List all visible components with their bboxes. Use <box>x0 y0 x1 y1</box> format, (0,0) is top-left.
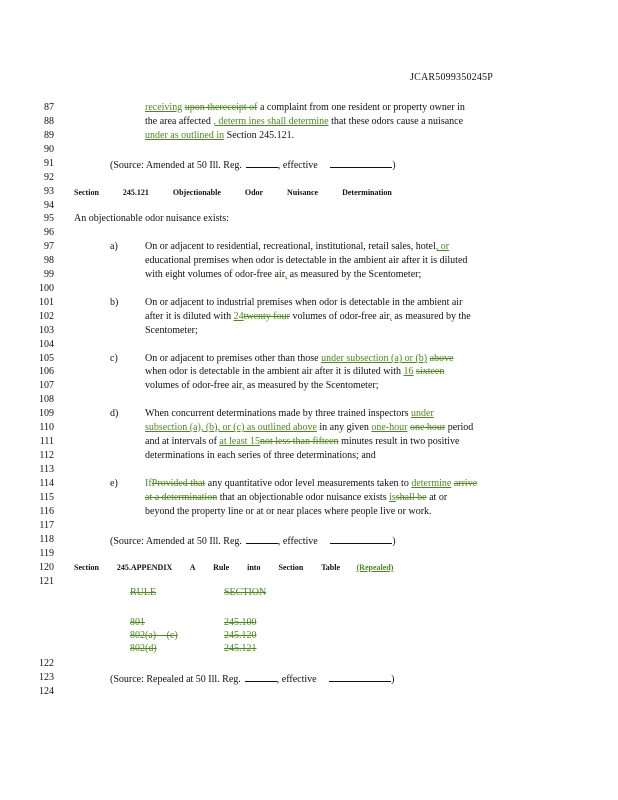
text-line <box>145 366 444 378</box>
deleted-text: above <box>429 353 454 364</box>
source-close: ) <box>392 536 396 547</box>
deleted-text: upon thereceipt of <box>184 102 258 113</box>
deleted-text: arrive <box>453 478 478 489</box>
deleted-text: at a determination <box>145 492 218 503</box>
line-number: 102 <box>39 311 54 322</box>
deleted-text: Provided that <box>151 478 206 489</box>
body-text: with eight volumes of odor-free air <box>145 269 285 280</box>
line-number: 112 <box>39 450 54 461</box>
line-number: 121 <box>39 576 54 587</box>
source-note <box>110 158 396 172</box>
line-number: 117 <box>39 520 54 531</box>
line-number: 90 <box>44 144 54 155</box>
body-text: On or adjacent to residential, recreational, institutional, retail sales, hotel <box>145 241 436 252</box>
inserted-text: , or <box>435 241 450 252</box>
inserted-text: one-hour <box>371 422 408 433</box>
line-number: 97 <box>44 241 54 252</box>
body-text: when odor is detectable in the ambient air after it is diluted with <box>145 366 402 377</box>
text-line: beyond the property line or at or near places where people live or work. <box>145 506 432 517</box>
body-text: in any given <box>319 422 369 433</box>
source-effective: , effective <box>277 536 318 547</box>
text-line: On or adjacent to industrial premises when odor is detectable in the ambient air <box>145 297 463 308</box>
source-text: (Source: Amended at 50 Ill. Reg. <box>110 536 242 547</box>
inserted-text: 16 <box>403 366 414 377</box>
line-number: 110 <box>39 422 54 433</box>
line-number: 120 <box>39 562 54 573</box>
line-number: 94 <box>44 200 54 211</box>
body-text: When concurrent determinations made by three trained inspectors <box>145 408 409 419</box>
section-heading: Section 245.121 Objectionable Odor Nuisance Determination <box>74 188 392 197</box>
text-line: educational premises when odor is detectable in the ambient air after it is diluted <box>145 255 468 266</box>
line-number: 103 <box>39 325 54 336</box>
column-header-rule: RULE <box>130 587 157 598</box>
item-label: d) <box>110 408 119 419</box>
source-effective: , effective <box>276 674 317 685</box>
line-number: 101 <box>39 297 54 308</box>
table-cell-rule: 801 <box>130 617 145 628</box>
line-number: 108 <box>39 394 54 405</box>
item-label: c) <box>110 353 118 364</box>
line-number: 95 <box>44 213 54 224</box>
source-effective: , effective <box>277 160 318 171</box>
appendix-title: Section 245.APPENDIX A Rule into Section Table <box>74 563 341 572</box>
line-number: 111 <box>39 436 54 447</box>
text-line <box>145 269 421 281</box>
line-number: 113 <box>39 464 54 475</box>
source-note <box>110 534 396 548</box>
body-text: volumes of odor-free air <box>145 380 242 391</box>
source-note <box>110 672 394 686</box>
body-text: On or adjacent to premises other than those <box>145 353 319 364</box>
inserted-text: , <box>389 311 392 322</box>
line-number: 88 <box>44 116 54 127</box>
text-line <box>145 436 459 448</box>
body-text: after it is diluted with <box>145 311 232 322</box>
source-close: ) <box>392 160 396 171</box>
column-header-section: SECTION <box>224 587 267 598</box>
source-close: ) <box>391 674 395 685</box>
text-line <box>145 241 449 253</box>
deleted-text: sixteen <box>416 366 445 377</box>
inserted-text: If <box>145 478 152 489</box>
text-line: Scentometer; <box>145 325 198 336</box>
table-cell-rule: 802(a) (c) <box>130 630 178 641</box>
deleted-text: not less than fifteen <box>259 436 339 447</box>
text-line <box>145 478 477 490</box>
body-text: as measured by the Scentometer; <box>289 269 422 280</box>
text-line <box>145 380 379 392</box>
inserted-text: is <box>389 492 396 503</box>
body-text: as measured by the Scentometer; <box>246 380 379 391</box>
line-number: 98 <box>44 255 54 266</box>
body-text: period <box>447 422 474 433</box>
line-number: 118 <box>39 534 54 545</box>
section-statement: An objectionable odor nuisance exists: <box>74 213 229 224</box>
inserted-text: under <box>411 408 434 419</box>
body-text: volumes of odor-free air <box>292 311 390 322</box>
line-number: 91 <box>44 158 54 169</box>
body-text: as measured by the <box>394 311 471 322</box>
inserted-text: , <box>284 269 288 280</box>
deleted-text: one hour <box>409 422 446 433</box>
body-text: the area affected <box>145 116 211 127</box>
body-text: minutes result in two positive <box>341 436 460 447</box>
text-line <box>145 116 463 128</box>
text-line: determinations in each series of three determinations; and <box>145 450 376 461</box>
source-text: (Source: Repealed at 50 Ill. Reg. <box>110 674 241 685</box>
text-line <box>145 492 447 504</box>
text-line <box>145 311 471 323</box>
line-number: 105 <box>39 353 54 364</box>
body-text: that these odors cause a nuisance <box>331 116 464 127</box>
table-cell-section: 245.100 <box>224 617 257 628</box>
line-number: 99 <box>44 269 54 280</box>
body-text: Section 245.121. <box>226 130 295 141</box>
line-number: 96 <box>44 227 54 238</box>
inserted-text: , determ ines shall determine <box>213 116 329 127</box>
inserted-text: , <box>241 380 245 391</box>
repealed-label: (Repealed) <box>356 563 394 572</box>
inserted-text: under subsection (a) or (b) <box>321 353 428 364</box>
inserted-text: determine <box>411 478 452 489</box>
body-text: that an objectionable odor nuisance exists <box>219 492 387 503</box>
inserted-text: subsection (a), (b), or (c) as outlined above <box>145 422 317 433</box>
line-number: 104 <box>39 339 54 350</box>
line-number: 109 <box>39 408 54 419</box>
line-number: 116 <box>39 506 54 517</box>
line-number: 87 <box>44 102 54 113</box>
table-cell-section: 245.121 <box>224 643 257 654</box>
line-number: 119 <box>39 548 54 559</box>
body-text: any quantitative odor level measurements taken to <box>207 478 409 489</box>
line-number: 122 <box>39 658 54 669</box>
deleted-text: shall be <box>395 492 427 503</box>
text-line <box>145 130 294 142</box>
line-number: 124 <box>39 686 54 697</box>
inserted-text: at least 15 <box>219 436 260 447</box>
item-label: b) <box>110 297 119 308</box>
line-number: 115 <box>39 492 54 503</box>
inserted-text: under as outlined in <box>145 130 225 141</box>
line-number: 123 <box>39 672 54 683</box>
text-line <box>145 422 473 434</box>
line-number: 114 <box>39 478 54 489</box>
source-text: (Source: Amended at 50 Ill. Reg. <box>110 160 242 171</box>
body-text: at or <box>429 492 448 503</box>
line-number: 107 <box>39 380 54 391</box>
document-id: JCAR5099350245P <box>410 72 494 83</box>
text-line <box>145 353 454 365</box>
line-number: 89 <box>44 130 54 141</box>
appendix-heading <box>74 562 421 574</box>
deleted-text: twenty four <box>243 311 290 322</box>
item-label: a) <box>110 241 118 252</box>
body-text: and at intervals of <box>145 436 217 447</box>
body-text: a complaint from one resident or property owner in <box>259 102 465 113</box>
inserted-text: receiving <box>145 102 183 113</box>
table-cell-section: 245.120 <box>224 630 257 641</box>
line-number: 106 <box>39 366 54 377</box>
inserted-text: 24 <box>233 311 244 322</box>
text-line <box>145 102 465 114</box>
line-number: 100 <box>39 283 54 294</box>
item-label: e) <box>110 478 118 489</box>
line-number: 92 <box>44 172 54 183</box>
text-line <box>145 408 434 420</box>
table-cell-rule: 802(d) <box>130 643 157 654</box>
line-number: 93 <box>44 186 54 197</box>
